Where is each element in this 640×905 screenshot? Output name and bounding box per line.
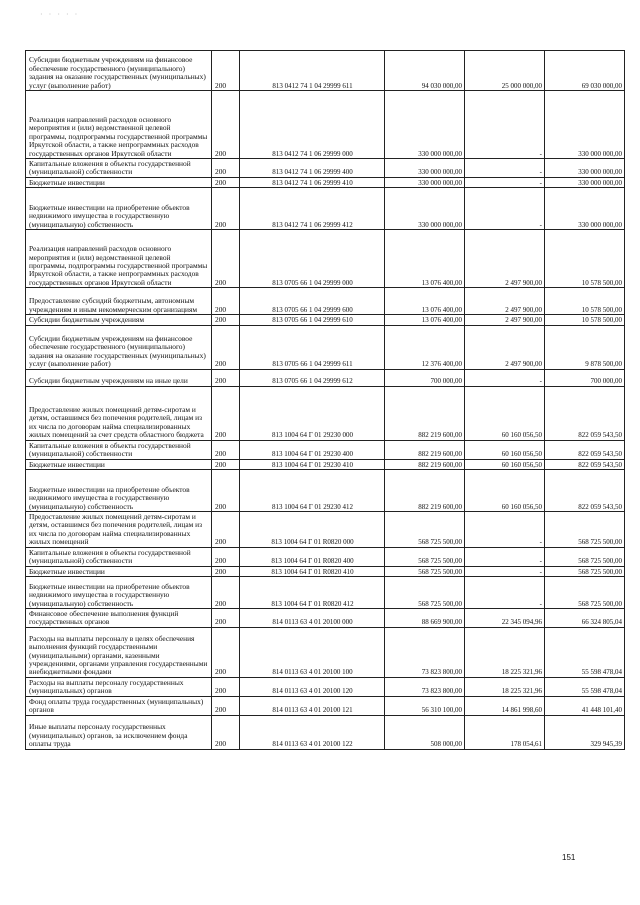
row-name-cell: Расходы на выплаты персоналу государственных (муниципальных) органов — [26, 677, 212, 696]
row-kbk-cell: 813 0705 66 1 04 29999 611 — [240, 325, 385, 369]
row-rest-cell: 330 000 000,00 — [545, 159, 625, 178]
row-plan-cell: 882 219 600,00 — [385, 440, 465, 459]
table-row — [26, 577, 625, 609]
row-name-cell: Бюджетные инвестиции на приобретение объектов недвижимого имущества в государственную (муниципальную) собственность — [26, 470, 212, 512]
row-code-cell: 200 — [212, 230, 240, 288]
table-row — [26, 627, 625, 677]
row-name-cell: Бюджетные инвестиции — [26, 566, 212, 576]
row-code-cell: 200 — [212, 369, 240, 386]
row-rest-cell: 55 598 478,04 — [545, 627, 625, 677]
row-exec-cell: - — [465, 91, 545, 159]
row-code-cell: 200 — [212, 325, 240, 369]
table-row — [26, 369, 625, 386]
row-exec-cell: 2 497 900,00 — [465, 325, 545, 369]
row-name-cell: Предоставление субсидий бюджетным, автономным учреждениям и иным некоммерческим организациям — [26, 288, 212, 315]
table-row — [26, 91, 625, 159]
row-rest-cell: 568 725 500,00 — [545, 566, 625, 576]
row-code-cell: 200 — [212, 609, 240, 628]
row-exec-cell: 178 054,61 — [465, 715, 545, 749]
row-plan-cell: 330 000 000,00 — [385, 159, 465, 178]
row-plan-cell: 568 725 500,00 — [385, 547, 465, 566]
row-rest-cell: 822 059 543,50 — [545, 459, 625, 469]
row-plan-cell: 94 030 000,00 — [385, 51, 465, 91]
row-rest-cell: 700 000,00 — [545, 369, 625, 386]
row-code-cell: 200 — [212, 696, 240, 715]
row-code-cell: 200 — [212, 177, 240, 187]
row-code-cell: 200 — [212, 715, 240, 749]
row-kbk-cell: 813 1004 64 Г 01 R0820 410 — [240, 566, 385, 576]
row-name-cell: Фонд оплаты труда государственных (муниципальных) органов — [26, 696, 212, 715]
page-number: 151 — [562, 853, 576, 862]
row-code-cell: 200 — [212, 51, 240, 91]
row-plan-cell: 330 000 000,00 — [385, 177, 465, 187]
row-code-cell: 200 — [212, 440, 240, 459]
row-plan-cell: 13 076 400,00 — [385, 288, 465, 315]
table-row — [26, 715, 625, 749]
row-kbk-cell: 813 0705 66 1 04 29999 600 — [240, 288, 385, 315]
row-name-cell: Иные выплаты персоналу государственных (муниципальных) органов, за исключением фонда оплаты труда — [26, 715, 212, 749]
row-exec-cell: 2 497 900,00 — [465, 315, 545, 325]
table-row — [26, 51, 625, 91]
table-row — [26, 547, 625, 566]
table-row — [26, 188, 625, 230]
table-row — [26, 315, 625, 325]
row-code-cell: 200 — [212, 512, 240, 548]
row-code-cell: 200 — [212, 547, 240, 566]
row-exec-cell: - — [465, 177, 545, 187]
row-kbk-cell: 813 0412 74 1 06 29999 000 — [240, 91, 385, 159]
table-row — [26, 459, 625, 469]
row-plan-cell: 13 076 400,00 — [385, 315, 465, 325]
row-kbk-cell: 813 1004 64 Г 01 29230 412 — [240, 470, 385, 512]
row-rest-cell: 55 598 478,04 — [545, 677, 625, 696]
row-rest-cell: 329 945,39 — [545, 715, 625, 749]
row-plan-cell: 568 725 500,00 — [385, 577, 465, 609]
row-name-cell: Бюджетные инвестиции на приобретение объектов недвижимого имущества в государственную (муниципальную) собственность — [26, 577, 212, 609]
row-kbk-cell: 813 1004 64 Г 01 29230 410 — [240, 459, 385, 469]
row-rest-cell: 568 725 500,00 — [545, 547, 625, 566]
row-name-cell: Бюджетные инвестиции — [26, 459, 212, 469]
row-code-cell: 200 — [212, 677, 240, 696]
table-row — [26, 566, 625, 576]
row-rest-cell: 568 725 500,00 — [545, 577, 625, 609]
row-exec-cell: 18 225 321,96 — [465, 677, 545, 696]
row-code-cell: 200 — [212, 470, 240, 512]
table-row — [26, 677, 625, 696]
row-kbk-cell: 813 1004 64 Г 01 29230 400 — [240, 440, 385, 459]
row-code-cell: 200 — [212, 315, 240, 325]
table-row — [26, 386, 625, 440]
table-row — [26, 470, 625, 512]
row-name-cell: Субсидии бюджетным учреждениям — [26, 315, 212, 325]
table-row — [26, 230, 625, 288]
table-row — [26, 440, 625, 459]
row-rest-cell: 330 000 000,00 — [545, 91, 625, 159]
row-plan-cell: 330 000 000,00 — [385, 188, 465, 230]
row-code-cell: 200 — [212, 627, 240, 677]
row-plan-cell: 13 076 400,00 — [385, 230, 465, 288]
row-exec-cell: - — [465, 159, 545, 178]
row-exec-cell: 60 160 056,50 — [465, 470, 545, 512]
row-kbk-cell: 813 1004 64 Г 01 R0820 400 — [240, 547, 385, 566]
row-name-cell: Капитальные вложения в объекты государственной (муниципальной) собственности — [26, 159, 212, 178]
row-kbk-cell: 813 0412 74 1 04 29999 611 — [240, 51, 385, 91]
row-exec-cell: 22 345 094,96 — [465, 609, 545, 628]
row-code-cell: 200 — [212, 459, 240, 469]
row-exec-cell: - — [465, 188, 545, 230]
row-plan-cell: 73 823 800,00 — [385, 677, 465, 696]
row-exec-cell: 60 160 056,50 — [465, 459, 545, 469]
row-code-cell: 200 — [212, 288, 240, 315]
table-row — [26, 609, 625, 628]
row-name-cell: Субсидии бюджетным учреждениям на финансовое обеспечение государственного (муниципального) задания на оказание государственных (муниципальных) услуг (выполнение работ) — [26, 51, 212, 91]
row-code-cell: 200 — [212, 577, 240, 609]
row-plan-cell: 568 725 500,00 — [385, 512, 465, 548]
row-exec-cell: - — [465, 512, 545, 548]
table-row — [26, 512, 625, 548]
row-plan-cell: 700 000,00 — [385, 369, 465, 386]
row-plan-cell: 568 725 500,00 — [385, 566, 465, 576]
row-plan-cell: 508 000,00 — [385, 715, 465, 749]
row-exec-cell: - — [465, 369, 545, 386]
row-plan-cell: 88 669 900,00 — [385, 609, 465, 628]
row-plan-cell: 73 823 800,00 — [385, 627, 465, 677]
row-exec-cell: 60 160 056,50 — [465, 440, 545, 459]
row-code-cell: 200 — [212, 188, 240, 230]
row-rest-cell: 330 000 000,00 — [545, 177, 625, 187]
row-rest-cell: 822 059 543,50 — [545, 386, 625, 440]
row-name-cell: Капитальные вложения в объекты государственной (муниципальной) собственности — [26, 547, 212, 566]
row-kbk-cell: 814 0113 63 4 01 20100 100 — [240, 627, 385, 677]
row-name-cell: Бюджетные инвестиции на приобретение объектов недвижимого имущества в государственную (муниципальную) собственность — [26, 188, 212, 230]
scan-artifact-top: · · · · · — [40, 10, 80, 19]
row-plan-cell: 882 219 600,00 — [385, 459, 465, 469]
row-exec-cell: 60 160 056,50 — [465, 386, 545, 440]
row-code-cell: 200 — [212, 159, 240, 178]
row-rest-cell: 9 878 500,00 — [545, 325, 625, 369]
row-kbk-cell: 813 1004 64 Г 01 29230 000 — [240, 386, 385, 440]
table-row — [26, 696, 625, 715]
row-name-cell: Расходы на выплаты персоналу в целях обеспечения выполнения функций государственными (муниципальными) органами, казенными учреждениями, органами управления государственными внебюджетными фондами — [26, 627, 212, 677]
row-plan-cell: 56 310 100,00 — [385, 696, 465, 715]
row-plan-cell: 882 219 600,00 — [385, 386, 465, 440]
table-row — [26, 177, 625, 187]
row-exec-cell: 25 000 000,00 — [465, 51, 545, 91]
row-rest-cell: 568 725 500,00 — [545, 512, 625, 548]
budget-execution-table — [25, 50, 625, 750]
row-kbk-cell: 814 0113 63 4 01 20100 121 — [240, 696, 385, 715]
row-exec-cell: - — [465, 566, 545, 576]
row-kbk-cell: 814 0113 63 4 01 20100 122 — [240, 715, 385, 749]
row-plan-cell: 882 219 600,00 — [385, 470, 465, 512]
row-kbk-cell: 813 0412 74 1 06 29999 400 — [240, 159, 385, 178]
row-name-cell: Капитальные вложения в объекты государственной (муниципальной) собственности — [26, 440, 212, 459]
row-exec-cell: - — [465, 577, 545, 609]
table-row — [26, 159, 625, 178]
row-name-cell: Реализация направлений расходов основного мероприятия и (или) ведомственной целевой программы, подпрограммы государственной программы Иркутской области, а также непрограммных расходов государственных органов Иркутской области — [26, 91, 212, 159]
table-row — [26, 325, 625, 369]
row-kbk-cell: 813 0412 74 1 06 29999 410 — [240, 177, 385, 187]
row-name-cell: Финансовое обеспечение выполнения функций государственных органов — [26, 609, 212, 628]
row-name-cell: Бюджетные инвестиции — [26, 177, 212, 187]
row-rest-cell: 66 324 805,04 — [545, 609, 625, 628]
table-row — [26, 288, 625, 315]
row-plan-cell: 12 376 400,00 — [385, 325, 465, 369]
row-rest-cell: 330 000 000,00 — [545, 188, 625, 230]
row-name-cell: Предоставление жилых помещений детям-сиротам и детям, оставшимся без попечения родителей, лицам из их числа по договорам найма специализированных жилых помещений — [26, 512, 212, 548]
row-kbk-cell: 813 0705 66 1 04 29999 612 — [240, 369, 385, 386]
row-kbk-cell: 813 1004 64 Г 01 R0820 000 — [240, 512, 385, 548]
row-exec-cell: 2 497 900,00 — [465, 230, 545, 288]
row-name-cell: Реализация направлений расходов основного мероприятия и (или) ведомственной целевой программы, подпрограммы государственной программы Иркутской области, а также непрограммных расходов государственных органов Иркутской области — [26, 230, 212, 288]
row-kbk-cell: 813 1004 64 Г 01 R0820 412 — [240, 577, 385, 609]
row-rest-cell: 822 059 543,50 — [545, 440, 625, 459]
row-plan-cell: 330 000 000,00 — [385, 91, 465, 159]
row-kbk-cell: 814 0113 63 4 01 20100 120 — [240, 677, 385, 696]
row-exec-cell: - — [465, 547, 545, 566]
row-code-cell: 200 — [212, 386, 240, 440]
row-name-cell: Предоставление жилых помещений детям-сиротам и детям, оставшимся без попечения родителей, лицам из их числа по договорам найма специализированных жилых помещений за счет средств областного бюджета — [26, 386, 212, 440]
row-rest-cell: 10 578 500,00 — [545, 315, 625, 325]
row-exec-cell: 2 497 900,00 — [465, 288, 545, 315]
row-kbk-cell: 813 0705 66 1 04 29999 000 — [240, 230, 385, 288]
row-name-cell: Субсидии бюджетным учреждениям на финансовое обеспечение государственного (муниципального) задания на оказание государственных (муниципальных) услуг (выполнение работ) — [26, 325, 212, 369]
row-rest-cell: 41 448 101,40 — [545, 696, 625, 715]
row-rest-cell: 69 030 000,00 — [545, 51, 625, 91]
row-exec-cell: 18 225 321,96 — [465, 627, 545, 677]
row-kbk-cell: 814 0113 63 4 01 20100 000 — [240, 609, 385, 628]
row-kbk-cell: 813 0412 74 1 06 29999 412 — [240, 188, 385, 230]
row-kbk-cell: 813 0705 66 1 04 29999 610 — [240, 315, 385, 325]
row-exec-cell: 14 861 998,60 — [465, 696, 545, 715]
row-rest-cell: 10 578 500,00 — [545, 230, 625, 288]
row-code-cell: 200 — [212, 91, 240, 159]
row-rest-cell: 10 578 500,00 — [545, 288, 625, 315]
row-code-cell: 200 — [212, 566, 240, 576]
row-rest-cell: 822 059 543,50 — [545, 470, 625, 512]
row-name-cell: Субсидии бюджетным учреждениям на иные цели — [26, 369, 212, 386]
